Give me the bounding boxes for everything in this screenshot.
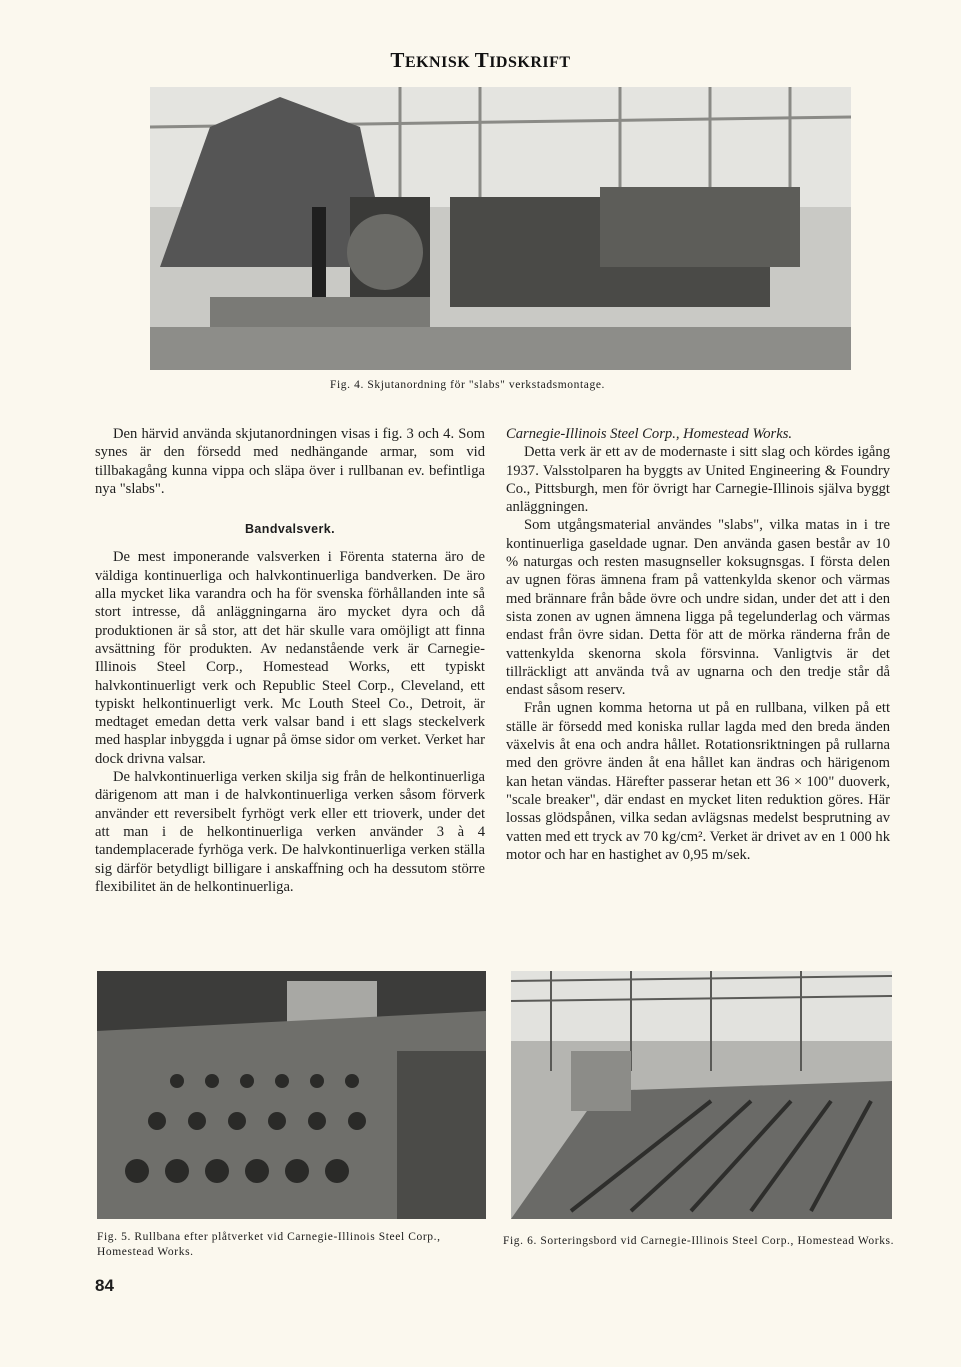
fig4-caption: Fig. 4. Skjutanordning för "slabs" verkstadsmontage. (330, 379, 606, 391)
masthead-initial-t: T (390, 48, 405, 72)
left-paragraph-1: Den härvid använda skjutanordningen visas i fig. 3 och 4. Som synes är den försedd med nedhängande armar, som vid tillbakagång kunna vippa och släpa över i rullbanan ev. befintliga nya "slabs". (95, 426, 485, 497)
fig5-caption: Fig. 5. Rullbana efter plåtverket vid Carnegie-Illinois Steel Corp., Homestead Works. (97, 1231, 441, 1258)
subsection-heading-homestead: Carnegie-Illinois Steel Corp., Homestead Works. (506, 426, 793, 442)
masthead-eknisk: EKNISK (404, 54, 471, 71)
right-paragraph-2: Som utgångsmaterial användes "slabs", vilka matas in i tre kontinuerliga gaseldade ugnar. Den använda gasen består av 10 % naturgas och resten masugnseller koksugnsgas. I första delen av ugnen föras ämnena fram på vattenkylda skenor och värmas med brännare från både övre och undre sidan, under det att i den sista zonen av ugnen ämnena ligga på tegelunderlag och värmas endast från övre sidan. Detta för att de mörka ränderna från de vattenkylda skenorna skola försvinna. Vanligtvis är det tillräckligt att använda två av ugnarna och den tredje står då endast såsom reserv. (506, 517, 890, 699)
left-paragraph-2: De mest imponerande valsverken i Förenta staterna äro de väldiga kontinuerliga och halvkontinuerliga bandverken. De äro alla mycket lika varandra och ha för svenska förhållanden inte så stort intresse, då anläggningarna äro mycket dyra och då produktionen är så stor, att det här skulle vara omöjligt att finna avsättning för produkten. Av nedanstående verk är Carnegie-Illinois Steel Corp., Homestead Works, ett typiskt halvkontinuerligt verk och Republic Steel Corp., Cleveland, ett typiskt helkontinuerligt verk. Mc Louth Steel Co., Detroit, är medtaget emedan detta verk valsar band i ett slags steckelverk med hasplar inbyggda i ugnar på ömse sidor om verket. Verket har dock drivna valsar. (95, 549, 485, 767)
fig6-photo (511, 971, 892, 1219)
journal-masthead (0, 48, 961, 73)
right-column (506, 425, 890, 864)
left-column (95, 425, 485, 896)
fig5-photo (97, 971, 486, 1219)
right-paragraph-1: Detta verk är ett av de modernaste i sitt slag och kördes igång 1937. Valsstolparen ha byggts av United Engineering & Foundry Co., Pittsburgh, men för övrigt har Carnegie-Illinois själva byggt anläggningen. (506, 444, 890, 516)
fig4-photo (150, 87, 851, 370)
masthead-idskrift: IDSKRIFT (489, 54, 571, 71)
right-paragraph-3: Från ugnen komma hetorna ut på en rullbana, vilken på ett ställe är försedd med koniska rullar lagda med den breda änden växelvis åt ena och andra hållet. Rotationsriktningen på rullarna med den grövre änden åt ena hållet kan ändras och härigenom kan hetan vändas. Härefter passerar hetan ett 36 × 100" duoverk, "scale breaker", där endast en mycket liten reduktion göres. Här lossas glödspånen, vilka sedan avlägsnas medelst besprutning av vatten med ett tryck av 70 kg/cm². Verket är drivet av en 1 000 hk motor och har en hastighet av 0,95 m/sek. (506, 700, 890, 863)
fig6-caption: Fig. 6. Sorteringsbord vid Carnegie-Illinois Steel Corp., Homestead Works. (503, 1235, 895, 1247)
section-heading-bandvalsverk: Bandvalsverk. (245, 522, 335, 537)
masthead-initial-t2: T (474, 48, 490, 72)
left-paragraph-3: De halvkontinuerliga verken skilja sig från de helkontinuerliga därigenom att man i de halvkontinuerliga verken såsom förverk använder ett reversibelt fyrhögt verk eller ett trioverk, under det att man i de helkontinuerliga verken använder 3 à 4 tandemplacerade fyrhöga verk. De halvkontinuerliga verken ställa sig därför betydligt billigare i anskaffning och ha dessutom större flexibilitet än de helkontinuerliga. (95, 769, 485, 895)
page-number: 84 (95, 1276, 114, 1295)
